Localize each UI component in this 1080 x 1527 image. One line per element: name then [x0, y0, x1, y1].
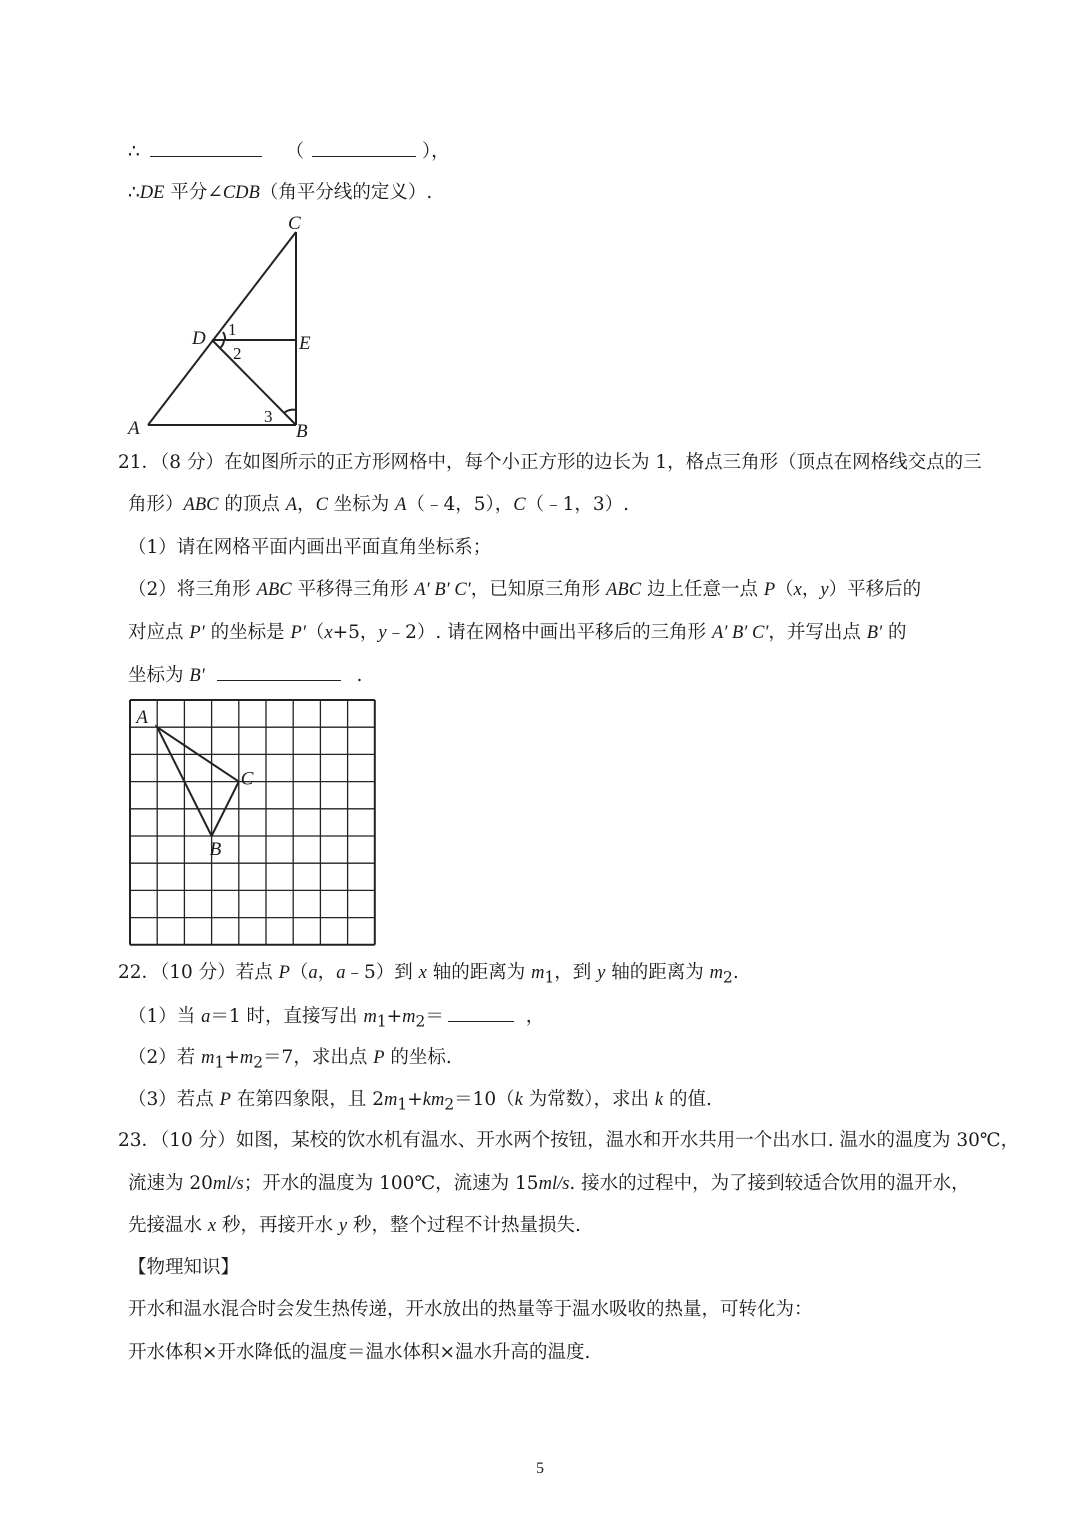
t: 2: [444, 1095, 455, 1114]
t: m: [402, 1007, 416, 1027]
q21-part-2: [128, 577, 921, 603]
q21-part-2-cont: [128, 620, 907, 646]
t: 【物理知识】: [128, 1257, 240, 1278]
t: m: [384, 1090, 398, 1110]
t: 轴的距离为: [426, 962, 532, 983]
t: ，: [317, 962, 337, 983]
t: 流速为 20: [128, 1173, 213, 1194]
q23-line-2: [128, 1171, 970, 1197]
angle-3-arc: [284, 410, 296, 413]
label-angle-1: 1: [228, 320, 237, 339]
t: B′: [189, 666, 205, 686]
proof-conclusion: [128, 180, 432, 206]
t: 秒，再接开水: [216, 1215, 339, 1236]
t: C: [315, 495, 328, 515]
t: m: [531, 963, 545, 983]
t: ＝7，求出点: [263, 1047, 374, 1068]
t: x: [324, 623, 333, 643]
label-vertex-b: B: [209, 839, 222, 860]
t: +: [407, 1089, 423, 1110]
t: ＝10（: [454, 1089, 515, 1110]
q22-part-2: [128, 1045, 452, 1076]
t: y: [820, 580, 829, 600]
t: ＝: [425, 1006, 444, 1027]
q21-line-1: [118, 450, 982, 476]
therefore-symbol-2: ∴: [128, 182, 140, 203]
answer-blank-2[interactable]: [312, 138, 416, 157]
t: k: [514, 1090, 523, 1110]
t: a: [201, 1007, 211, 1027]
t: ，: [519, 1006, 545, 1027]
therefore-symbol: ∴: [128, 141, 140, 162]
label-vertex-c: C: [240, 768, 254, 790]
t: P′: [290, 623, 306, 643]
t: k: [422, 1090, 431, 1110]
t: 23．（10 分）如图，某校的饮水机有温水、开水两个按钮，温水和开水共用一个出水口. 温水的温度为 30℃，: [118, 1130, 1020, 1151]
physics-heading: [128, 1255, 239, 1281]
t: 对应点: [128, 622, 190, 643]
t: 坐标为: [327, 494, 396, 515]
t: 的坐标是: [204, 622, 291, 643]
t: A′ B′ C′: [414, 580, 471, 600]
q22-part-1: [128, 1003, 544, 1035]
angle-cdb: CDB: [222, 183, 260, 203]
t: ABC: [256, 580, 292, 600]
t: P: [373, 1048, 385, 1068]
t: A: [395, 495, 407, 515]
label-b: B: [296, 421, 308, 442]
t: +: [224, 1047, 240, 1068]
t: （﹣1，3）.: [525, 494, 630, 515]
q23-line-1: [118, 1128, 1019, 1154]
t: a: [336, 963, 346, 983]
label-vertex-a: A: [136, 707, 148, 729]
t: .: [732, 962, 739, 983]
bisect-text: 平分∠: [164, 182, 223, 203]
t: 1: [544, 968, 555, 987]
segment-ac: [148, 232, 296, 425]
t: 的顶点: [218, 494, 286, 515]
paren-close: ），: [421, 141, 450, 162]
t: y: [378, 623, 387, 643]
t: 22．（10 分）若点: [118, 962, 279, 983]
t: （﹣4，5），: [406, 494, 514, 515]
physics-line-1: [128, 1297, 813, 1323]
t: 1: [376, 1012, 387, 1031]
t: y: [338, 1216, 348, 1236]
answer-blank-1[interactable]: [150, 138, 262, 157]
label-e: E: [299, 333, 311, 354]
t: m: [709, 963, 724, 983]
t: m: [430, 1090, 445, 1110]
t: 边上任意一点: [641, 579, 764, 600]
t: A: [285, 495, 298, 515]
answer-blank-m-sum[interactable]: [448, 1003, 514, 1022]
triangle-figure: [120, 210, 340, 445]
t: （: [775, 579, 794, 600]
label-angle-3: 3: [264, 407, 273, 426]
t: ）平移后的: [828, 579, 922, 600]
t: ml/s: [212, 1174, 244, 1194]
answer-blank-b-prime[interactable]: [217, 662, 341, 681]
t: （2）若: [128, 1047, 202, 1068]
t: 平移得三角形: [291, 579, 415, 600]
definition-text: （角平分线的定义）.: [259, 182, 433, 203]
t: .: [356, 665, 363, 686]
t: P: [219, 1090, 231, 1110]
label-angle-2: 2: [233, 344, 242, 363]
t: +5，: [332, 622, 379, 643]
t: +: [386, 1006, 403, 1027]
label-a: A: [128, 418, 140, 439]
t: 角形）: [128, 494, 184, 515]
q22-part-3: [128, 1087, 712, 1118]
proof-blank-line: [128, 138, 450, 165]
t: m: [363, 1007, 377, 1027]
t: P: [278, 963, 290, 983]
t: k: [654, 1090, 664, 1110]
q21-line-2: [128, 492, 629, 518]
t: B′: [866, 623, 883, 643]
t: m: [201, 1048, 215, 1068]
t: . 接水的过程中，为了接到较适合饮用的温开水，: [569, 1173, 970, 1194]
t: 轴的距离为: [605, 962, 710, 983]
t: ，到: [554, 962, 598, 983]
t: y: [597, 963, 606, 983]
t: 1: [214, 1053, 225, 1072]
t: ABC: [606, 580, 642, 600]
t: x: [207, 1216, 217, 1236]
t: x: [793, 580, 802, 600]
t: 2: [415, 1012, 426, 1031]
segment-de: DE: [139, 183, 165, 203]
physics-line-2: [128, 1340, 590, 1366]
t: （1）当: [128, 1006, 202, 1027]
t: ABC: [183, 495, 219, 515]
t: ，并写出点: [768, 622, 867, 643]
t: 的值.: [663, 1089, 712, 1110]
t: （2）将三角形: [128, 579, 257, 600]
q21-answer-line: [128, 662, 362, 689]
t: ﹣2）. 请在网格中画出平移后的三角形: [386, 622, 713, 643]
q23-line-3: [128, 1213, 581, 1239]
t: 为常数），求出: [522, 1089, 655, 1110]
t: （3）若点: [128, 1089, 220, 1110]
t: 2: [253, 1053, 264, 1072]
t: ml/s: [538, 1174, 570, 1194]
t: ，已知原三角形: [470, 579, 607, 600]
t: C: [513, 495, 526, 515]
t: ，: [801, 579, 821, 600]
t: m: [239, 1048, 254, 1068]
t: （1）请在网格平面内画出平面直角坐标系；: [128, 537, 492, 558]
angle-2-arc: [220, 340, 224, 348]
q21-stem-1: 21．（8 分）在如图所示的正方形网格中，每个小正方形的边长为 1，格点三角形（顶点在网格线交点的三: [118, 452, 982, 473]
t: 2: [723, 968, 733, 987]
t: 秒，整个过程不计热量损失.: [347, 1215, 581, 1236]
t: 坐标为: [128, 665, 190, 686]
t: 1: [397, 1095, 408, 1114]
t: 的坐标.: [384, 1047, 452, 1068]
t: 先接温水: [128, 1215, 208, 1236]
t: x: [418, 963, 427, 983]
t: （: [305, 622, 325, 643]
coordinate-grid: [126, 696, 378, 946]
t: 在第四象限，且 2: [230, 1089, 385, 1110]
t: P′: [189, 623, 205, 643]
label-d: D: [192, 328, 206, 349]
t: ；开水的温度为 100℃，流速为 15: [243, 1173, 539, 1194]
t: P: [763, 580, 776, 600]
t: ＝1 时，直接写出: [210, 1006, 364, 1027]
angle-1-arc: [223, 332, 225, 340]
q22-line-1: [118, 960, 739, 991]
q21-part-1: [128, 535, 491, 561]
page-number: 5: [536, 1460, 544, 1477]
t: A′ B′ C′: [712, 623, 769, 643]
t: 开水体积×开水降低的温度＝温水体积×温水升高的温度.: [128, 1342, 591, 1363]
t: （: [289, 962, 309, 983]
t: a: [308, 963, 318, 983]
t: 的: [882, 622, 907, 643]
t: ，: [297, 494, 316, 515]
t: ﹣5）到: [345, 962, 419, 983]
paren-open: （: [285, 141, 305, 162]
t: 开水和温水混合时会发生热传递，开水放出的热量等于温水吸收的热量，可转化为：: [128, 1299, 813, 1320]
label-c: C: [288, 213, 301, 234]
